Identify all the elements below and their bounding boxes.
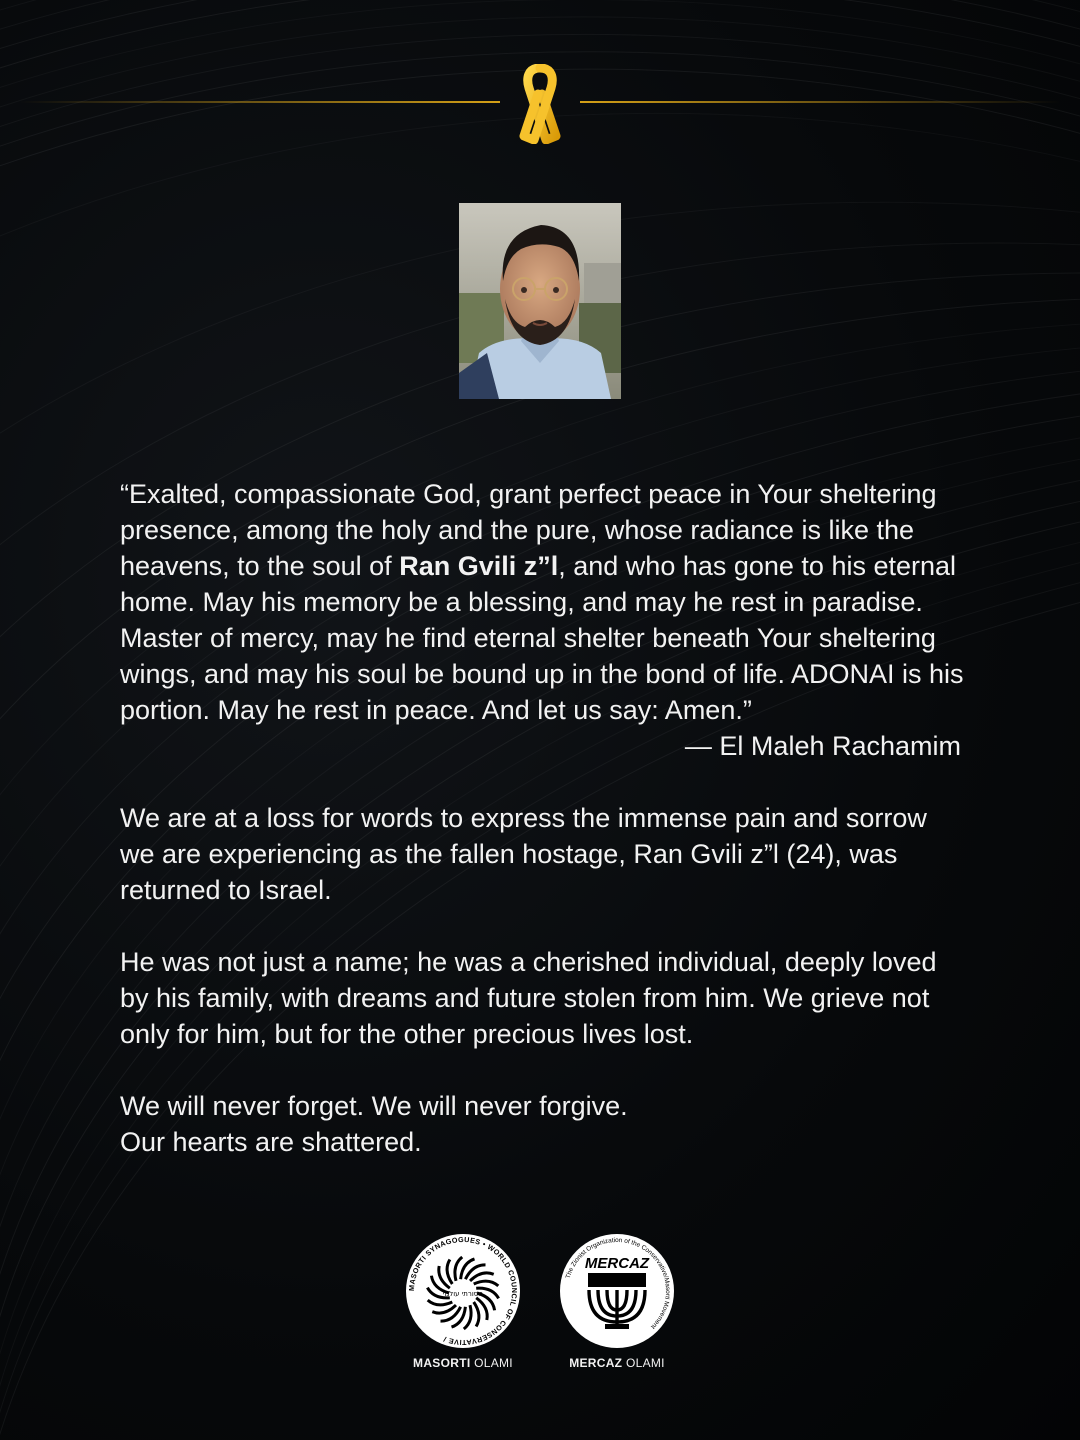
sunburst-emblem-icon (404, 1232, 522, 1350)
closing-line-1: We will never forget. We will never forgive. (120, 1091, 628, 1121)
masorti-caption (398, 1356, 528, 1370)
masorti-ring-text: MASORTI SYNAGOGUES • WORLD COUNCIL OF CONSERVATIVE / (406, 1234, 520, 1348)
prayer-attribution: — El Maleh Rachamim (684, 731, 961, 761)
gold-divider-left (20, 101, 500, 103)
mercaz-wordmark: MERCAZ (584, 1255, 650, 1272)
portrait-photo (459, 203, 621, 399)
mercaz-caption (552, 1356, 682, 1370)
masorti-hebrew-text: מסורתי עולמי (442, 1290, 484, 1298)
mercaz-ring-text: The Zionist Organization of the Conservative/Masorti Movement (564, 1236, 672, 1331)
prayer-text-part1: “Exalted, compassionate God, grant perfect peace in Your sheltering presence, among the holy and the pure, whose radiance is like the heavens, to the soul of (120, 479, 937, 581)
masorti-caption-bold: MASORTI (413, 1356, 471, 1370)
paragraph-loss: We are at a loss for words to express the immense pain and sorrow we are experiencing as the fallen hostage, Ran Gvili z”l (24), was returned to Israel. (120, 803, 927, 905)
mercaz-caption-light: OLAMI (622, 1356, 665, 1370)
paragraph-cherished: He was not just a name; he was a cherished individual, deeply loved by his family, with dreams and future stolen from him. We grieve not only for him, but for the other precious lives lost. (120, 947, 937, 1049)
prayer-quote (120, 476, 965, 764)
gold-divider-right (580, 101, 1060, 103)
masorti-olami-logo (398, 1232, 528, 1370)
mercaz-caption-bold: MERCAZ (569, 1356, 623, 1370)
closing-line-2: Our hearts are shattered. (120, 1127, 422, 1157)
closing-lines (120, 1088, 965, 1160)
yellow-ribbon-icon (512, 64, 568, 144)
menorah-emblem-icon (558, 1232, 676, 1350)
fallen-name: Ran Gvili z”l (399, 551, 559, 581)
prayer-text-part2: , and who has gone to his eternal home. May his memory be a blessing, and may he rest in paradise. Master of mercy, may he find eternal shelter beneath Your sheltering wings, and may his soul be bound up in the bond of life. ADONAI is his portion. May he rest in peace. And let us say: Amen.” (120, 551, 964, 725)
mercaz-olami-logo (552, 1232, 682, 1370)
masorti-caption-light: OLAMI (470, 1356, 513, 1370)
